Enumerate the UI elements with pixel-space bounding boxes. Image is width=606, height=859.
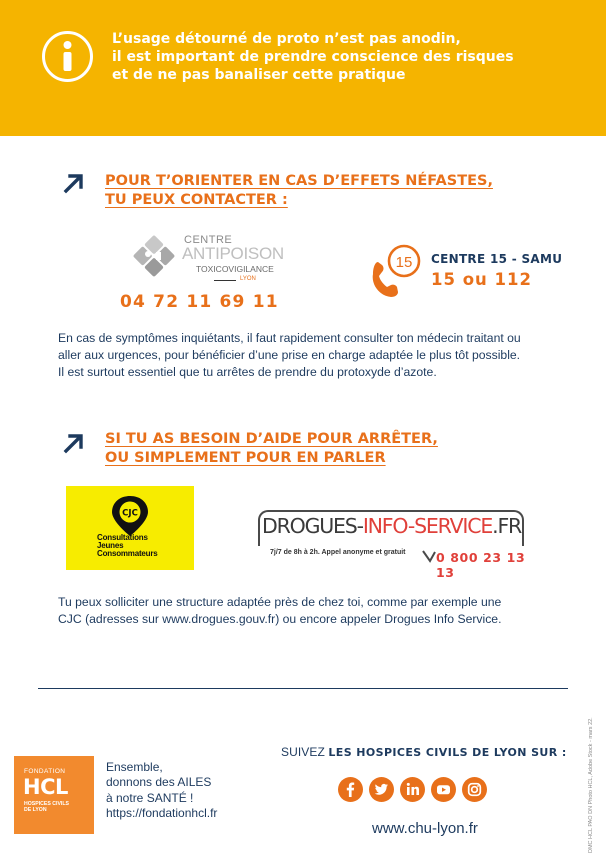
dis-name-part: DROGUES- xyxy=(262,514,363,538)
dis-hours: 7j/7 de 8h à 2h. Appel anonyme et gratuit xyxy=(270,549,406,556)
instagram-icon[interactable] xyxy=(462,777,487,802)
youtube-icon[interactable] xyxy=(431,777,456,802)
section-title-line: TU PEUX CONTACTER : xyxy=(105,192,288,208)
cjc-line: Consommateurs xyxy=(97,549,158,558)
fondation-hcl-logo xyxy=(14,756,94,834)
banner-line: il est important de prendre conscience des risques xyxy=(112,49,514,65)
paragraph-line: aller aux urgences, pour bénéficier d’une prise en charge adaptée le plus tôt possible. xyxy=(58,348,521,362)
cjc-line: Jeunes xyxy=(97,541,124,550)
cjc-logo xyxy=(66,486,194,570)
symptoms-paragraph xyxy=(58,330,578,381)
arrow-up-right-icon xyxy=(63,432,85,454)
paragraph-line: Tu peux solliciter une structure adaptée près de chez toi, comme par exemple une xyxy=(58,595,502,609)
samu-badge: 15 xyxy=(395,254,413,271)
logo-hcl-label: HCL xyxy=(23,775,68,799)
banner-slant xyxy=(0,110,606,136)
antipoison-centre-label: CENTRE xyxy=(184,234,233,246)
follow-bold: LES HOSPICES CIVILS DE LYON SUR : xyxy=(328,746,567,759)
paragraph-line: En cas de symptômes inquiétants, il faut rapidement consulter ton médecin traitant ou xyxy=(58,331,521,345)
facebook-icon[interactable] xyxy=(338,777,363,802)
samu-title: CENTRE 15 - SAMU xyxy=(431,252,563,266)
paragraph-line: Il est surtout essentiel que tu arrêtes de prendre du protoxyde d’azote. xyxy=(58,365,437,379)
dis-phone[interactable]: 0 800 23 13 13 xyxy=(436,550,526,580)
logo-subtitle-line: DE LYON xyxy=(24,807,47,813)
cjc-badge: CJC xyxy=(122,508,138,519)
foundation-line: Ensemble, xyxy=(106,760,163,774)
section-title-line: SI TU AS BESOIN D’AIDE POUR ARRÊTER, xyxy=(105,431,438,447)
logo-subtitle-line: HOSPICES CIVILS xyxy=(24,801,69,807)
dis-name-part: .FR xyxy=(492,514,522,538)
section-title-line: POUR T’ORIENTER EN CAS D’EFFETS NÉFASTES, xyxy=(105,173,493,189)
location-pin-icon xyxy=(104,494,156,538)
toxicovigilance-label: TOXICOVIGILANCE xyxy=(196,264,274,274)
follow-prefix: SUIVEZ xyxy=(281,745,329,759)
phone-15-icon xyxy=(367,240,427,300)
support-paragraph xyxy=(58,594,578,628)
logo-subtitle xyxy=(24,801,69,813)
twitter-icon[interactable] xyxy=(369,777,394,802)
logo-fondation-label: FONDATION xyxy=(24,768,66,775)
info-icon xyxy=(42,31,93,82)
antipoison-logo xyxy=(130,232,290,290)
footer-divider xyxy=(38,688,568,689)
cjc-line: Consultations xyxy=(97,533,148,542)
follow-us-label xyxy=(281,745,567,759)
foundation-message xyxy=(106,760,217,821)
section-title-line: OU SIMPLEMENT POUR EN PARLER xyxy=(105,450,386,466)
banner-message xyxy=(112,30,572,84)
drogues-info-service-logo xyxy=(258,510,528,580)
antipoison-name: ANTIPOISON xyxy=(182,244,284,263)
banner-line: L’usage détourné de proto n’est pas anodin, xyxy=(112,31,461,47)
foundation-line: à notre SANTÉ ! xyxy=(106,790,194,805)
foundation-line: donnons des AILES xyxy=(106,775,212,790)
section-title-help xyxy=(105,430,525,468)
dis-tick-icon xyxy=(422,549,436,563)
cjc-name xyxy=(97,534,158,558)
dis-name-part: INFO-SERVICE xyxy=(362,514,493,538)
photo-credit: DMC HCL PAO DN Photo HCL, Adobe Stock - mars 22. xyxy=(588,717,594,853)
banner-line: et de ne pas banaliser cette pratique xyxy=(112,67,406,83)
arrow-up-right-icon xyxy=(63,172,85,194)
antipoison-city: LYON xyxy=(240,276,256,282)
website-link[interactable]: www.chu-lyon.fr xyxy=(372,820,478,837)
samu-numbers[interactable]: 15 ou 112 xyxy=(431,270,532,289)
linkedin-icon[interactable] xyxy=(400,777,425,802)
antipoison-emblem-icon xyxy=(130,232,178,280)
antipoison-phone[interactable]: 04 72 11 69 11 xyxy=(120,292,279,312)
paragraph-line: CJC (adresses sur www.drogues.gouv.fr) ou encore appeler Drogues Info Service. xyxy=(58,612,502,626)
dis-name xyxy=(262,514,521,538)
antipoison-divider xyxy=(214,280,236,281)
section-title-contact xyxy=(105,172,525,210)
foundation-link[interactable]: https://fondationhcl.fr xyxy=(106,805,218,820)
